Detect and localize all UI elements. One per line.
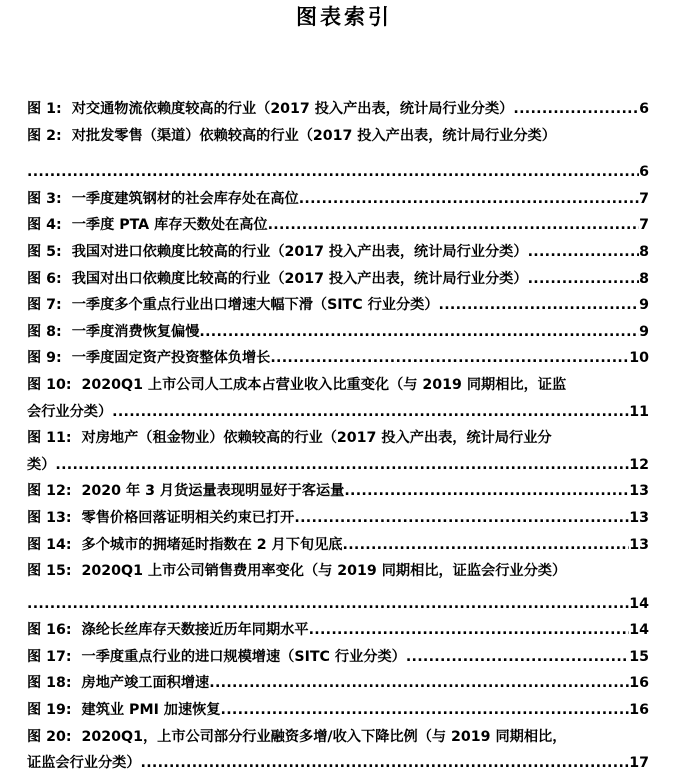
figure-label: 图 14: <box>27 536 72 553</box>
figure-label: 图 6: <box>27 270 62 287</box>
page-number: 6 <box>639 101 649 117</box>
toc-entry[interactable] <box>27 644 649 671</box>
toc-entry[interactable] <box>27 697 649 724</box>
leader-dots <box>270 345 629 372</box>
figure-title: 一季度多个重点行业出口增速大幅下滑（SITC 行业分类） <box>71 297 439 314</box>
page-number: 17 <box>629 755 649 772</box>
figure-index-list <box>27 96 649 777</box>
leader-dots <box>55 452 629 479</box>
figure-title: 2020Q1 上市公司人工成本占营业收入比重变化（与 2019 同期相比，证监 <box>81 376 567 393</box>
leader-dots <box>294 505 629 532</box>
toc-entry[interactable] <box>27 96 649 123</box>
figure-label: 图 16: <box>27 622 72 639</box>
page-number: 9 <box>639 297 649 314</box>
figure-title: 对交通物流依赖度较高的行业（2017 投入产出表，统计局行业分类） <box>71 101 514 117</box>
toc-entry[interactable] <box>27 425 649 478</box>
leader-dots <box>439 292 640 319</box>
figure-label: 图 5: <box>27 243 62 260</box>
toc-entry[interactable] <box>27 724 649 777</box>
figure-label: 图 11: <box>27 430 72 447</box>
toc-entry[interactable] <box>27 239 649 266</box>
figure-label: 图 20: <box>27 728 72 745</box>
leader-dots <box>309 617 630 644</box>
page-number: 8 <box>639 270 649 287</box>
leader-dots <box>406 644 629 671</box>
figure-title: 一季度固定资产投资整体负增长 <box>71 350 271 367</box>
figure-label: 图 1: <box>27 101 62 117</box>
figure-title-continued: 会行业分类） <box>27 403 113 420</box>
page-number: 11 <box>629 403 649 420</box>
figure-title: 一季度消费恢复偏慢 <box>71 323 200 340</box>
page-number: 13 <box>629 483 649 500</box>
figure-label: 图 17: <box>27 648 72 665</box>
leader-dots <box>299 186 639 213</box>
page-number: 7 <box>639 190 649 207</box>
leader-dots <box>27 159 639 186</box>
leader-dots <box>141 750 630 777</box>
figure-title: 一季度建筑钢材的社会库存处在高位 <box>71 190 299 207</box>
toc-entry[interactable] <box>27 319 649 346</box>
toc-entry[interactable] <box>27 617 649 644</box>
figure-title: 我国对进口依赖度比较高的行业（2017 投入产出表，统计局行业分类） <box>71 243 528 260</box>
figure-label: 图 12: <box>27 483 72 500</box>
figure-label: 图 18: <box>27 675 72 692</box>
page-number: 6 <box>639 164 649 181</box>
toc-entry[interactable] <box>27 478 649 505</box>
toc-entry[interactable] <box>27 123 649 186</box>
figure-label: 图 19: <box>27 702 72 719</box>
leader-dots <box>209 670 629 697</box>
page-number: 7 <box>639 217 649 234</box>
figure-title: 零售价格回落证明相关约束已打开 <box>81 509 295 526</box>
figure-title: 对房地产（租金物业）依赖较高的行业（2017 投入产出表，统计局行业分 <box>81 430 552 447</box>
figure-title: 建筑业 PMI 加速恢复 <box>81 702 221 719</box>
figure-title-continued: 证监会行业分类） <box>27 755 141 772</box>
toc-entry[interactable] <box>27 292 649 319</box>
figure-title: 2020Q1，上市公司部分行业融资多增/收入下降比例（与 2019 同期相比， <box>81 728 567 745</box>
page-number: 14 <box>629 622 649 639</box>
toc-entry[interactable] <box>27 505 649 532</box>
figure-label: 图 4: <box>27 217 62 234</box>
page-number: 13 <box>629 536 649 553</box>
leader-dots <box>199 319 639 346</box>
leader-dots <box>343 532 630 559</box>
leader-dots <box>27 591 629 618</box>
figure-label: 图 2: <box>27 127 62 144</box>
figure-title: 一季度重点行业的进口规模增速（SITC 行业分类） <box>81 648 406 665</box>
figure-title: 房地产竣工面积增速 <box>81 675 210 692</box>
toc-entry[interactable] <box>27 532 649 559</box>
figure-label: 图 7: <box>27 297 62 314</box>
figure-title: 2020 年 3 月货运量表现明显好于客运量 <box>81 483 345 500</box>
leader-dots <box>528 266 640 293</box>
toc-entry[interactable] <box>27 186 649 213</box>
leader-dots <box>112 399 629 426</box>
leader-dots <box>221 697 630 724</box>
figure-title: 对批发零售（渠道）依赖较高的行业（2017 投入产出表，统计局行业分类） <box>71 127 556 144</box>
toc-entry[interactable] <box>27 345 649 372</box>
figure-title: 多个城市的拥堵延时指数在 2 月下旬见底 <box>81 536 343 553</box>
figure-label: 图 15: <box>27 563 72 580</box>
toc-entry[interactable] <box>27 266 649 293</box>
toc-entry[interactable] <box>27 212 649 239</box>
toc-entry[interactable] <box>27 558 649 617</box>
figure-title: 涤纶长丝库存天数接近历年同期水平 <box>81 622 309 639</box>
figure-title: 一季度 PTA 库存天数处在高位 <box>71 217 268 234</box>
figure-label: 图 13: <box>27 509 72 526</box>
page-number: 14 <box>629 595 649 612</box>
page-number: 9 <box>639 323 649 340</box>
figure-title: 2020Q1 上市公司销售费用率变化（与 2019 同期相比，证监会行业分类） <box>81 563 567 580</box>
page-number: 15 <box>629 648 649 665</box>
toc-entry[interactable] <box>27 372 649 425</box>
leader-dots <box>268 212 640 239</box>
leader-dots <box>528 239 640 266</box>
figure-title: 我国对出口依赖度比较高的行业（2017 投入产出表，统计局行业分类） <box>71 270 528 287</box>
figure-label: 图 9: <box>27 350 62 367</box>
figure-label: 图 3: <box>27 190 62 207</box>
figure-label: 图 10: <box>27 376 72 393</box>
page-title: 图表索引 <box>296 4 392 29</box>
leader-dots <box>344 478 629 505</box>
figure-label: 图 8: <box>27 323 62 340</box>
figure-title-continued: 类） <box>27 456 56 473</box>
page-number: 10 <box>629 350 649 367</box>
toc-entry[interactable] <box>27 670 649 697</box>
leader-dots <box>513 96 639 123</box>
page-number: 16 <box>629 702 649 719</box>
page-number: 12 <box>629 456 649 473</box>
page-number: 16 <box>629 675 649 692</box>
page-number: 13 <box>629 509 649 526</box>
page-number: 8 <box>639 243 649 260</box>
